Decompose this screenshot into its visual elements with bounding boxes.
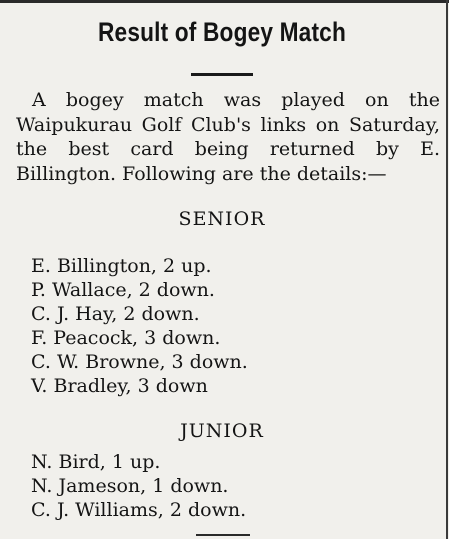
result-entry: F. Peacock, 3 down. bbox=[31, 327, 221, 349]
result-entry: E. Billington, 2 up. bbox=[31, 255, 212, 277]
column-edge-rule bbox=[446, 0, 448, 539]
headline-divider bbox=[191, 73, 253, 76]
junior-results-list bbox=[31, 450, 246, 522]
junior-section-heading: JUNIOR bbox=[180, 420, 264, 442]
bottom-divider bbox=[196, 534, 250, 536]
article-intro-text: A bogey match was played on the Waipukurau Golf Club's links on Saturday, the best card being returned by E. Billington. Following are the details:— bbox=[16, 89, 440, 185]
result-entry: N. Bird, 1 up. bbox=[31, 451, 161, 473]
result-entry: C. W. Browne, 3 down. bbox=[31, 351, 248, 373]
top-column-rule bbox=[0, 0, 449, 3]
result-entry: P. Wallace, 2 down. bbox=[31, 279, 215, 301]
article-headline: Result of Bogey Match bbox=[97, 17, 346, 47]
result-entry: C. J. Hay, 2 down. bbox=[31, 303, 200, 325]
result-entry: V. Bradley, 3 down bbox=[31, 375, 208, 397]
senior-section-heading: SENIOR bbox=[178, 208, 266, 230]
result-entry: N. Jameson, 1 down. bbox=[31, 475, 229, 497]
senior-results-list bbox=[31, 254, 248, 398]
result-entry: C. J. Williams, 2 down. bbox=[31, 499, 247, 521]
article-intro bbox=[16, 88, 440, 186]
